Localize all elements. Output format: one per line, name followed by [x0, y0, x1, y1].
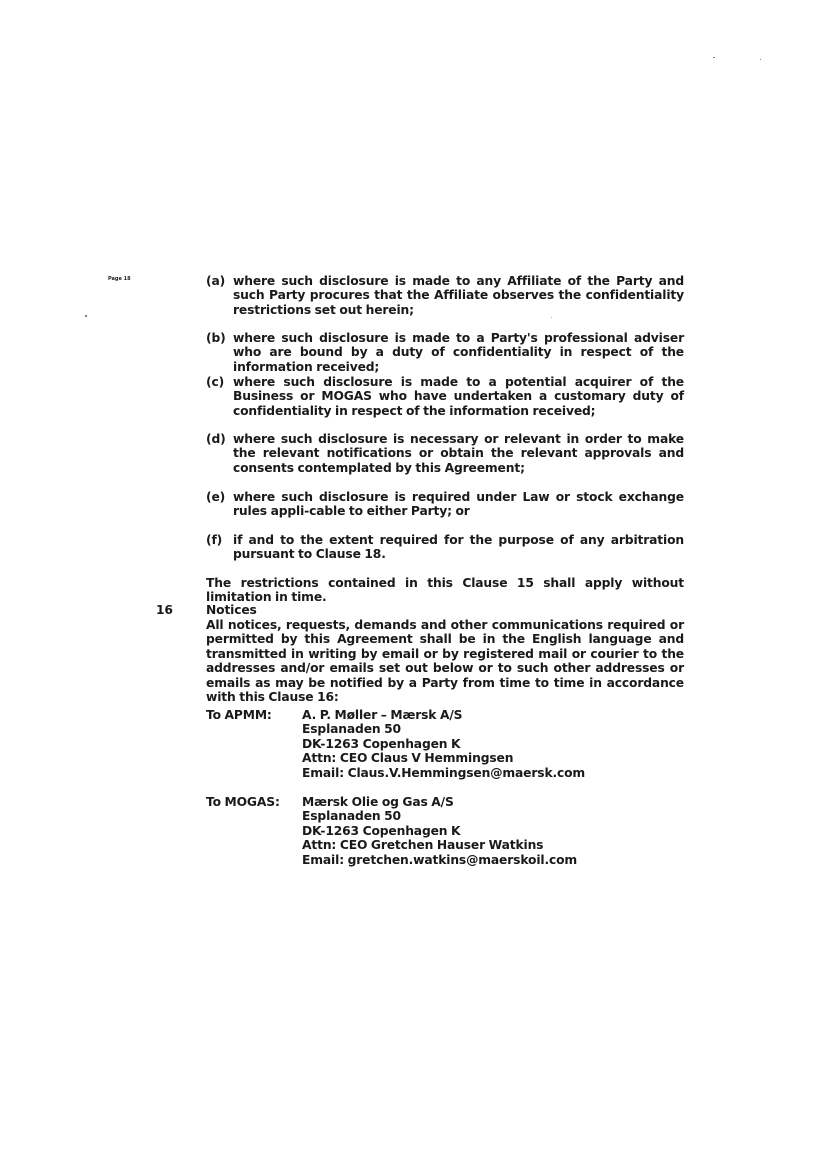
list-marker: (b)	[206, 331, 226, 345]
address-email: Email: Claus.V.Hemmingsen@maersk.com	[302, 765, 586, 780]
page-number-label: Page 18	[108, 276, 131, 282]
restriction-note: The restrictions contained in this Clause 15 shall apply without limitation in time.	[206, 576, 684, 605]
list-marker: (f)	[206, 533, 223, 547]
address-recipient-label: To MOGAS:	[206, 795, 280, 809]
address-line: Esplanaden 50	[302, 809, 401, 824]
section-number: 16	[156, 603, 173, 617]
list-item-a	[206, 274, 684, 317]
section-body: All notices, requests, demands and other communications required or permitted by this Agreement shall be in the English language and transmitted in writing by email or by registered mail or courier to the addresses and/or emails set out below or to such other addresses or emails as may be notified by a Party from time to time in accordance with this Clause 16:	[206, 618, 684, 705]
scan-speck	[760, 59, 761, 60]
address-line: Attn: CEO Gretchen Hauser Watkins	[302, 838, 544, 853]
address-block-apmm	[206, 708, 686, 780]
scan-speck	[713, 57, 715, 58]
address-lines	[302, 708, 686, 780]
list-item-c	[206, 375, 684, 418]
list-item-text: if and to the extent required for the purpose of any arbitration pursuant to Clause 18.	[233, 533, 684, 562]
address-line: Mærsk Olie og Gas A/S	[302, 795, 454, 809]
address-line: A. P. Møller – Mærsk A/S	[302, 708, 463, 722]
list-item-b	[206, 331, 684, 374]
list-item-text: where such disclosure is made to a Party's professional adviser who are bound by a duty of confidentiality in respect of the information received;	[233, 331, 684, 374]
address-lines	[302, 795, 686, 867]
list-item-d	[206, 432, 684, 475]
section-heading: Notices	[206, 603, 257, 617]
list-marker: (a)	[206, 274, 226, 288]
list-item-text: where such disclosure is made to any Affiliate of the Party and such Party procures that the Affiliate observes the confidentiality restrictions set out herein;	[233, 274, 684, 317]
list-item-text: where such disclosure is required under Law or stock exchange rules appli-cable to either Party; or	[233, 490, 684, 519]
address-line: DK-1263 Copenhagen K	[302, 736, 461, 751]
list-item-text: where such disclosure is made to a potential acquirer of the Business or MOGAS who have undertaken a customary duty of confidentiality in respect of the information received;	[233, 375, 684, 418]
list-item-text: where such disclosure is necessary or relevant in order to make the relevant notifications or obtain the relevant approvals and consents contemplated by this Agreement;	[233, 432, 684, 475]
list-item-f	[206, 533, 684, 562]
scan-speck	[85, 315, 87, 317]
address-line: DK-1263 Copenhagen K	[302, 823, 461, 838]
address-block-mogas	[206, 795, 686, 867]
address-line: Esplanaden 50	[302, 722, 401, 737]
list-marker: (d)	[206, 432, 226, 446]
list-marker: (c)	[206, 375, 225, 389]
address-email: Email: gretchen.watkins@maerskoil.com	[302, 852, 578, 867]
address-line: Attn: CEO Claus V Hemmingsen	[302, 751, 514, 766]
list-item-e	[206, 490, 684, 519]
list-marker: (e)	[206, 490, 226, 504]
address-recipient-label: To APMM:	[206, 708, 272, 722]
